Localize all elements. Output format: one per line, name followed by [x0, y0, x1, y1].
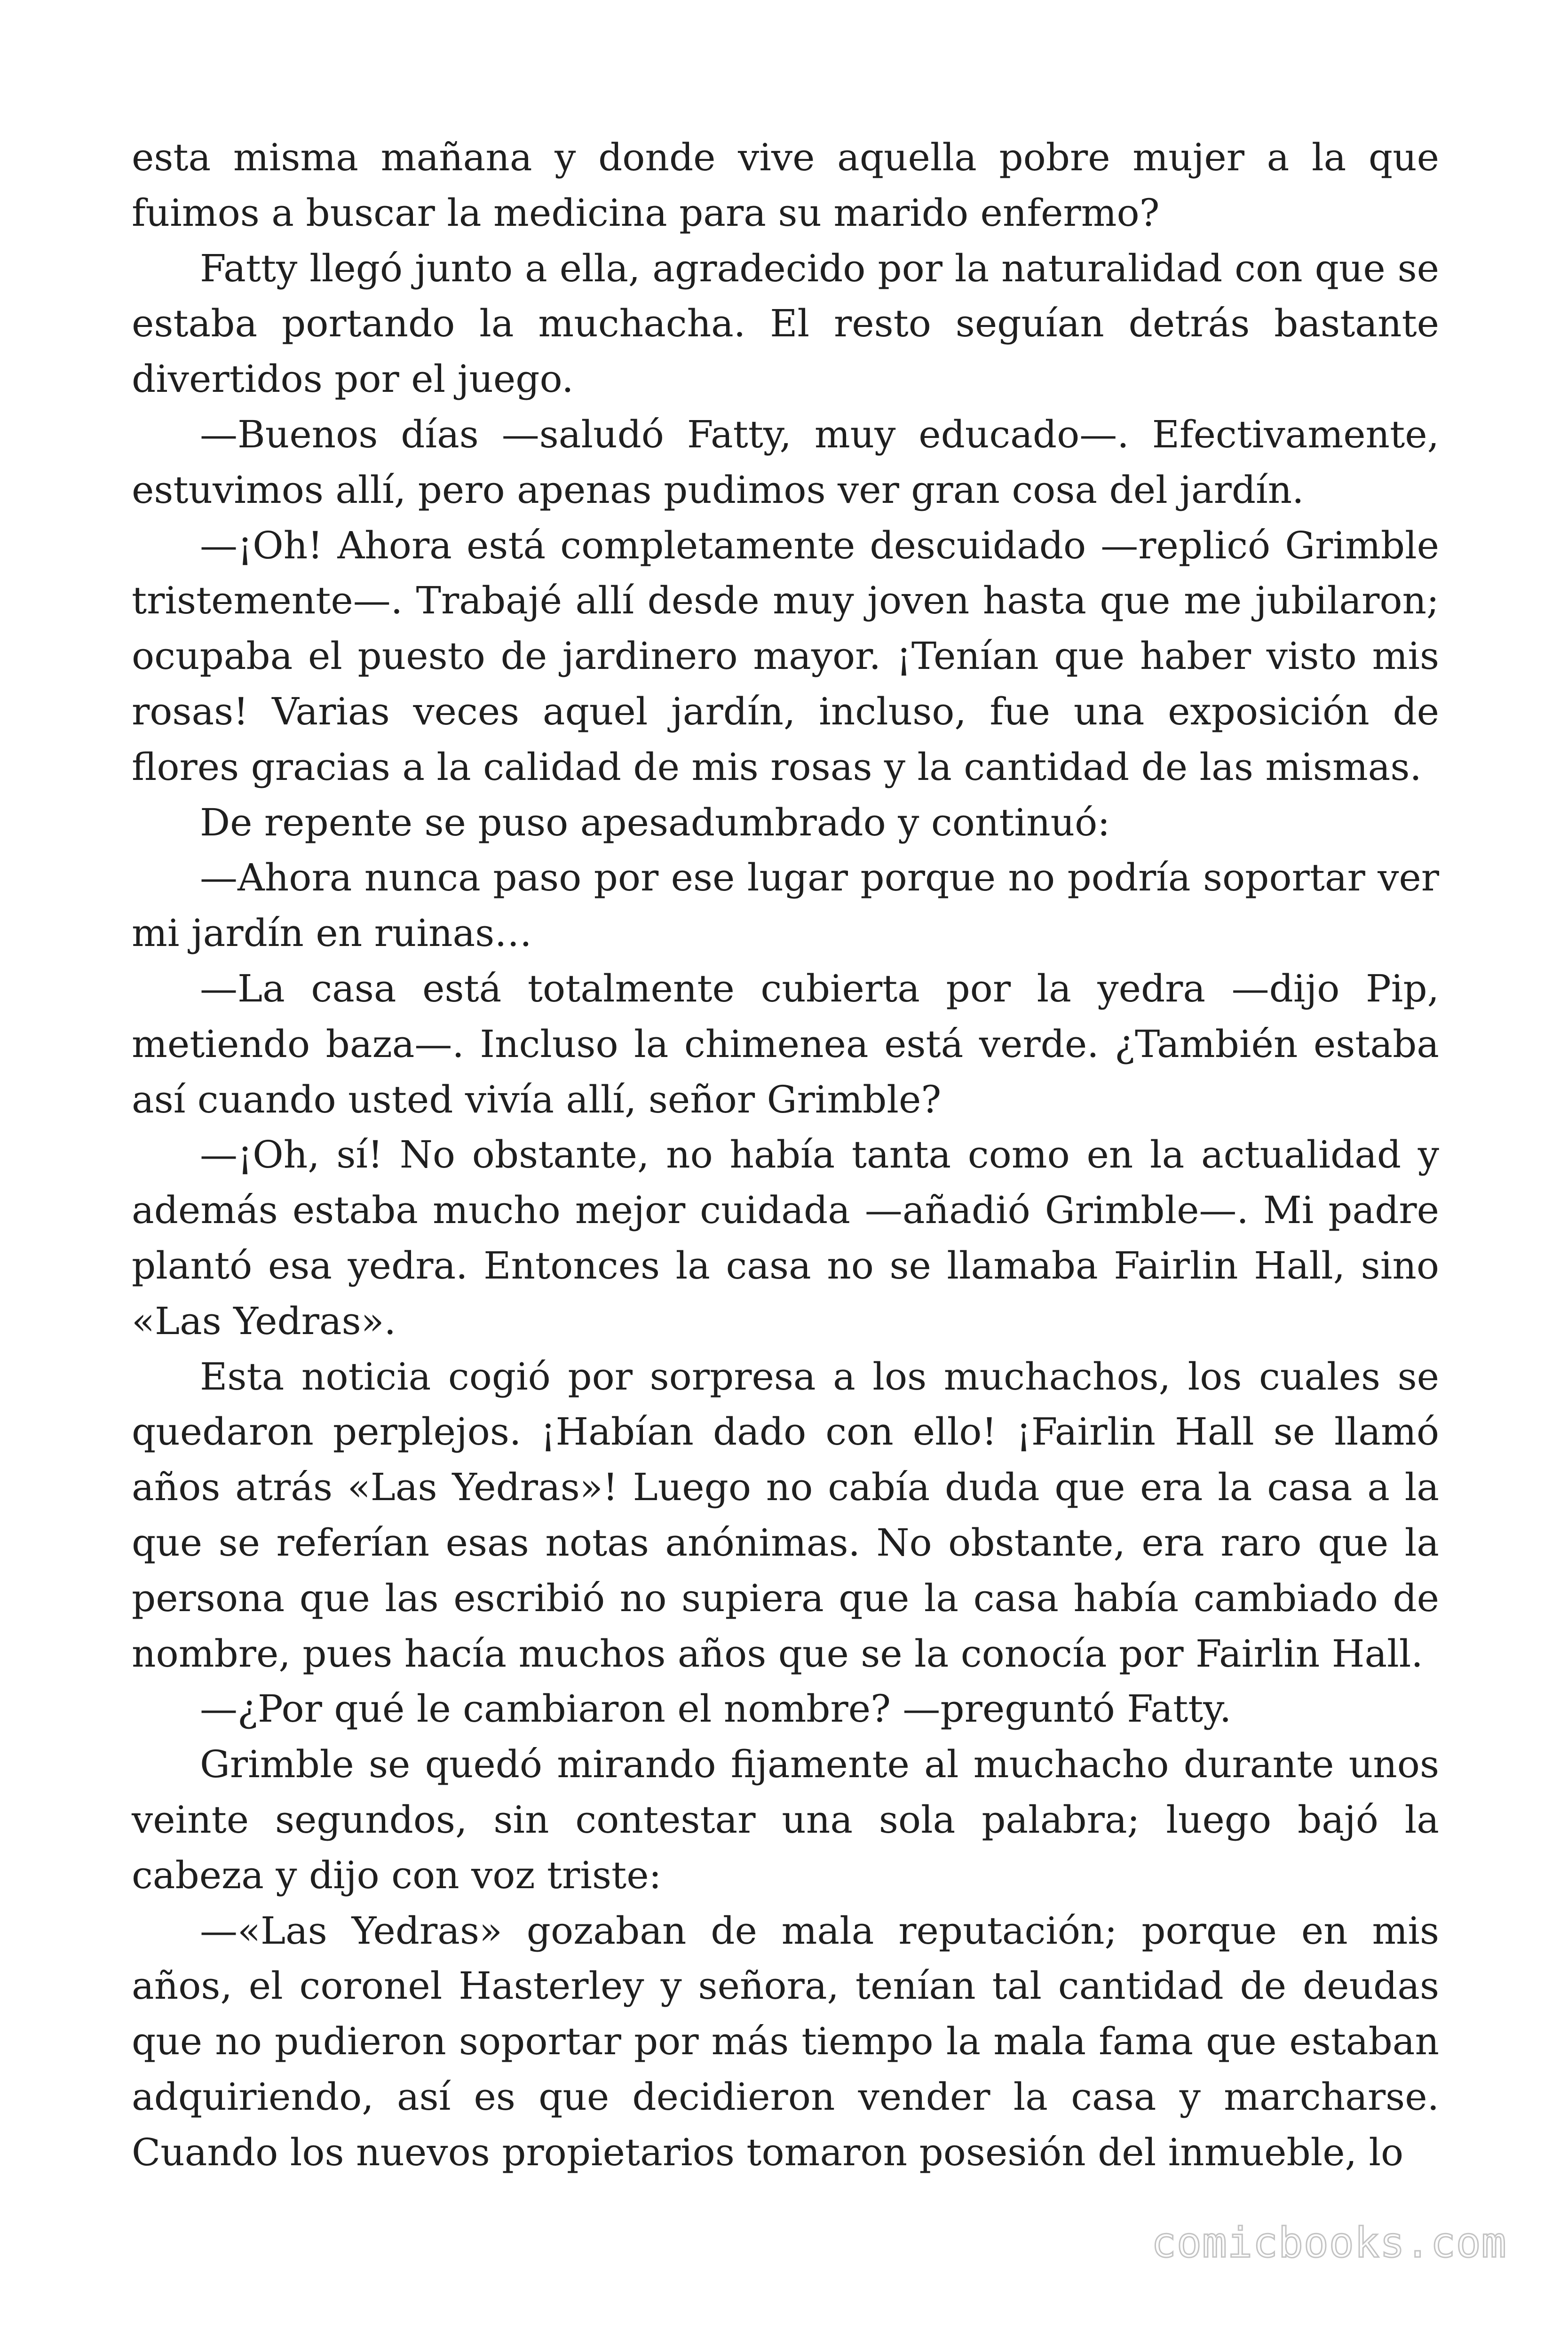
paragraph: —¡Oh, sí! No obstante, no había tanta como en la actualidad y además estaba mucho mejor cuidada —añadió Grimble—. Mi padre plantó esa yedra. Entonces la casa no se llamaba Fairlin Hall, sino «Las Yedras». — [132, 1133, 1439, 1343]
paragraph: —La casa está totalmente cubierta por la yedra —dijo Pip, metiendo baza—. Incluso la chimenea está verde. ¿También estaba así cuando usted vivía allí, señor Grimble? — [132, 966, 1439, 1121]
body-text — [132, 130, 1439, 2180]
paragraph: —¡Oh! Ahora está completamente descuidado —replicó Grimble tristemente—. Trabajé allí desde muy joven hasta que me jubilaron; ocupaba el puesto de jardinero mayor. ¡Tenían que haber visto mis rosas! Varias veces aquel jardín, incluso, fue una exposición de flores gracias a la calidad de mis rosas y la cantidad de las mismas. — [132, 523, 1439, 789]
paragraph: De repente se puso apesadumbrado y continuó: — [200, 800, 1110, 844]
paragraph: esta misma mañana y donde vive aquella pobre mujer a la que fuimos a buscar la medicina para su marido enfermo? — [132, 135, 1439, 235]
paragraph: Fatty llegó junto a ella, agradecido por la naturalidad con que se estaba portando la muchacha. El resto seguían detrás bastante divertidos por el juego. — [132, 246, 1439, 401]
paragraph: —¿Por qué le cambiaron el nombre? —preguntó Fatty. — [200, 1687, 1232, 1731]
paragraph: Grimble se quedó mirando fijamente al muchacho durante unos veinte segundos, sin contestar una sola palabra; luego bajó la cabeza y dijo con voz triste: — [132, 1742, 1439, 1897]
paragraph: —Buenos días —saludó Fatty, muy educado—. Efectivamente, estuvimos allí, pero apenas pudimos ver gran cosa del jardín. — [132, 412, 1439, 512]
paragraph: Esta noticia cogió por sorpresa a los muchachos, los cuales se quedaron perplejos. ¡Habían dado con ello! ¡Fairlin Hall se llamó años atrás «Las Yedras»! Luego no cabía duda que era la casa a la que se referían esas notas anónimas. No obstante, era raro que la persona que las escribió no supiera que la casa había cambiado de nombre, pues hacía muchos años que se la conocía por Fairlin Hall. — [132, 1354, 1439, 1676]
paragraph: —Ahora nunca paso por ese lugar porque no podría soportar ver mi jardín en ruinas… — [132, 856, 1439, 955]
paragraph: —«Las Yedras» gozaban de mala reputación; porque en mis años, el coronel Hasterley y señora, tenían tal cantidad de deudas que no pudieron soportar por más tiempo la mala fama que estaban adquiriendo, así es que decidieron vender la casa y marcharse. Cuando los nuevos propietarios tomaron posesión del inmueble, lo — [132, 1908, 1439, 2174]
watermark: comicbooks.com — [1151, 2218, 1507, 2267]
